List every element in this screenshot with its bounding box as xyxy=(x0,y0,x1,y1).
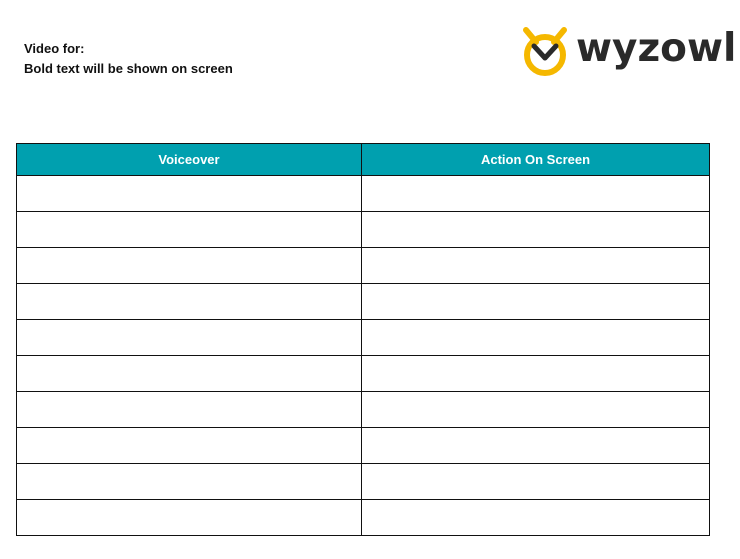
action-cell[interactable] xyxy=(362,356,710,392)
header-text xyxy=(24,39,233,79)
voiceover-cell[interactable] xyxy=(17,320,362,356)
voiceover-cell[interactable] xyxy=(17,176,362,212)
voiceover-cell[interactable] xyxy=(17,248,362,284)
voiceover-cell[interactable] xyxy=(17,284,362,320)
voiceover-cell[interactable] xyxy=(17,428,362,464)
script-table xyxy=(16,143,710,536)
column-header-voiceover: Voiceover xyxy=(17,144,362,176)
wyzowl-logo xyxy=(520,26,736,78)
action-cell[interactable] xyxy=(362,248,710,284)
voiceover-cell[interactable] xyxy=(17,212,362,248)
table-row xyxy=(17,356,710,392)
table-row xyxy=(17,428,710,464)
voiceover-cell[interactable] xyxy=(17,392,362,428)
table-row xyxy=(17,176,710,212)
video-for-label: Video for: xyxy=(24,41,85,56)
table-row xyxy=(17,392,710,428)
action-cell[interactable] xyxy=(362,284,710,320)
voiceover-cell[interactable] xyxy=(17,500,362,536)
logo-wordmark: wyzowl xyxy=(576,26,737,71)
action-cell[interactable] xyxy=(362,428,710,464)
table-row xyxy=(17,464,710,500)
table-row xyxy=(17,500,710,536)
action-cell[interactable] xyxy=(362,464,710,500)
bold-text-note: Bold text will be shown on screen xyxy=(24,61,233,76)
voiceover-cell[interactable] xyxy=(17,464,362,500)
table-row xyxy=(17,284,710,320)
action-cell[interactable] xyxy=(362,500,710,536)
table-row xyxy=(17,212,710,248)
table-row xyxy=(17,248,710,284)
voiceover-cell[interactable] xyxy=(17,356,362,392)
column-header-action-on-screen: Action On Screen xyxy=(362,144,710,176)
action-cell[interactable] xyxy=(362,176,710,212)
action-cell[interactable] xyxy=(362,392,710,428)
action-cell[interactable] xyxy=(362,212,710,248)
table-header-row xyxy=(17,144,710,176)
table-row xyxy=(17,320,710,356)
action-cell[interactable] xyxy=(362,320,710,356)
owl-face-icon xyxy=(520,26,570,78)
